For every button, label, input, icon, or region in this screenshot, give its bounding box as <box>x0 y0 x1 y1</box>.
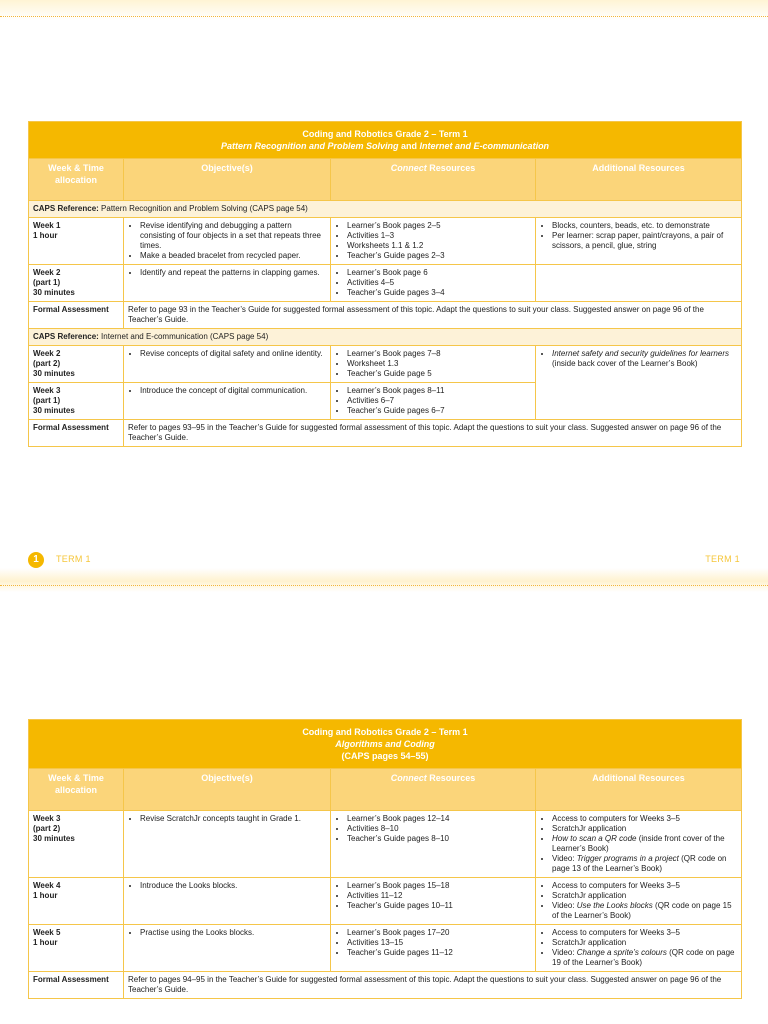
table-row <box>29 346 742 383</box>
header-objectives: Objective(s) <box>124 769 331 811</box>
resource-title: Internet safety and security guidelines for learners <box>552 349 729 358</box>
table-title <box>29 720 742 769</box>
list-item: • Learner’s Book pages 17–20 <box>347 928 531 938</box>
objectives-cell <box>124 346 331 383</box>
subtitle-topic-b: Internet and E-communication <box>419 141 550 151</box>
list-item: • Activities 8–10 <box>347 824 531 834</box>
resource-note: (QR code on page 15 of the Learner’s Book) <box>552 901 732 920</box>
footer-term-right: TERM 1 <box>705 554 740 564</box>
week-cell <box>29 878 124 925</box>
objectives-cell <box>124 811 331 878</box>
list-item <box>552 854 737 874</box>
list-item: • Access to computers for Weeks 3–5 <box>552 928 737 938</box>
list-item: • Blocks, counters, beads, etc. to demonstrate <box>552 221 737 231</box>
week-label: Week 2 <box>33 268 61 277</box>
formal-assessment-text: Refer to pages 94–95 in the Teacher’s Guide for suggested formal assessment of this topic. Adapt the questions to suit your class. Suggested answer on page 96 of the Teacher’s Guide. <box>124 972 742 999</box>
table-row <box>29 811 742 878</box>
list-item <box>552 349 737 369</box>
resource-prefix: Video: <box>552 948 577 957</box>
connect-cell <box>331 346 536 383</box>
week-cell <box>29 925 124 972</box>
week-cell <box>29 346 124 383</box>
part-label: (part 1) <box>33 396 61 405</box>
time-label: 30 minutes <box>33 288 75 297</box>
list-item: • Teacher’s Guide pages 8–10 <box>347 834 531 844</box>
additional-cell <box>536 346 742 420</box>
subtitle-topic: Algorithms and Coding <box>335 739 435 749</box>
list-item <box>552 834 737 854</box>
list-item: • Activities 4–5 <box>347 278 531 288</box>
objectives-cell <box>124 218 331 265</box>
list-item <box>552 901 737 921</box>
list-item: • Teacher’s Guide pages 11–12 <box>347 948 531 958</box>
caps-reference <box>29 201 742 218</box>
caps-text: Internet and E-communication (CAPS page 54) <box>101 332 269 341</box>
top-dotted-rule <box>0 16 768 17</box>
part-label: (part 2) <box>33 359 61 368</box>
table-row <box>29 925 742 972</box>
resource-prefix: Video: <box>552 901 577 910</box>
lesson-plan-table-term1-a <box>28 121 742 447</box>
list-item: • Revise ScratchJr concepts taught in Grade 1. <box>140 814 326 824</box>
list-item: • Teacher’s Guide page 5 <box>347 369 531 379</box>
list-item: • Introduce the Looks blocks. <box>140 881 326 891</box>
table-title <box>29 122 742 159</box>
connect-cell <box>331 265 536 302</box>
formal-assessment-row <box>29 972 742 999</box>
list-item: • Revise concepts of digital safety and online identity. <box>140 349 326 359</box>
list-item: • Revise identifying and debugging a pattern consisting of four objects in a set that repeats three times. <box>140 221 326 251</box>
resource-note: (inside back cover of the Learner’s Book) <box>552 359 698 368</box>
week-label: Week 4 <box>33 881 61 890</box>
table-row <box>29 218 742 265</box>
list-item: • Teacher’s Guide pages 10–11 <box>347 901 531 911</box>
week-cell <box>29 811 124 878</box>
subtitle-and: and <box>401 141 418 151</box>
resource-note: (QR code on page 19 of the Learner’s Book) <box>552 948 735 967</box>
resource-title: Trigger programs in a project <box>576 854 679 863</box>
time-label: 30 minutes <box>33 369 75 378</box>
week-label: Week 5 <box>33 928 61 937</box>
list-item: • Activities 11–12 <box>347 891 531 901</box>
list-item: • Access to computers for Weeks 3–5 <box>552 881 737 891</box>
connect-cell <box>331 218 536 265</box>
header-week: Week & Time allocation <box>29 159 124 201</box>
table-subtitle <box>33 738 737 750</box>
list-item: • ScratchJr application <box>552 938 737 948</box>
list-item: • Teacher’s Guide pages 3–4 <box>347 288 531 298</box>
week-cell <box>29 265 124 302</box>
additional-cell <box>536 218 742 265</box>
list-item: • Learner’s Book page 6 <box>347 268 531 278</box>
additional-cell <box>536 878 742 925</box>
additional-cell <box>536 265 742 302</box>
connect-cell <box>331 925 536 972</box>
formal-assessment-label: Formal Assessment <box>29 302 124 329</box>
lesson-plan-table-term1-b <box>28 719 742 999</box>
additional-cell <box>536 811 742 878</box>
top-band <box>0 0 768 20</box>
time-label: 30 minutes <box>33 834 75 843</box>
formal-assessment-text: Refer to page 93 in the Teacher’s Guide for suggested formal assessment of this topic. Adapt the questions to suit your class. Suggested answer on page 96 of the Teacher’s Guide. <box>124 302 742 329</box>
header-connect-rest: Resources <box>429 773 476 783</box>
list-item: • Learner’s Book pages 8–11 <box>347 386 531 396</box>
header-connect-italic: Connect <box>390 163 427 173</box>
resource-note: (QR code on page 13 of the Learner’s Book) <box>552 854 727 873</box>
table-subtitle <box>33 140 737 152</box>
list-item: • Activities 1–3 <box>347 231 531 241</box>
page-divider-band <box>0 568 768 592</box>
header-additional: Additional Resources <box>536 159 742 201</box>
formal-assessment-label: Formal Assessment <box>29 420 124 447</box>
mid-dotted-rule <box>0 585 768 586</box>
connect-cell <box>331 811 536 878</box>
connect-cell <box>331 383 536 420</box>
objectives-cell <box>124 265 331 302</box>
list-item: • Practise using the Looks blocks. <box>140 928 326 938</box>
time-label: 30 minutes <box>33 406 75 415</box>
table-title-text: Coding and Robotics Grade 2 – Term 1 <box>302 129 468 139</box>
part-label: (part 2) <box>33 824 61 833</box>
resource-prefix: Video: <box>552 854 577 863</box>
list-item: • Activities 13–15 <box>347 938 531 948</box>
header-week: Week & Time allocation <box>29 769 124 811</box>
list-item: • Worksheet 1.3 <box>347 359 531 369</box>
table-caps-pages: (CAPS pages 54–55) <box>341 751 429 761</box>
caps-text: Pattern Recognition and Problem Solving (CAPS page 54) <box>101 204 308 213</box>
week-cell <box>29 383 124 420</box>
list-item: • Introduce the concept of digital communication. <box>140 386 326 396</box>
resource-title: How to scan a QR code <box>552 834 637 843</box>
resource-note: (inside front cover of the Learner’s Book) <box>552 834 725 853</box>
objectives-cell <box>124 878 331 925</box>
list-item: • Activities 6–7 <box>347 396 531 406</box>
list-item: • Learner’s Book pages 12–14 <box>347 814 531 824</box>
week-cell <box>29 218 124 265</box>
week-label: Week 2 <box>33 349 61 358</box>
table-title-text: Coding and Robotics Grade 2 – Term 1 <box>302 727 468 737</box>
week-label: Week 3 <box>33 814 61 823</box>
caps-label: CAPS Reference: <box>33 204 99 213</box>
list-item: • Access to computers for Weeks 3–5 <box>552 814 737 824</box>
additional-cell <box>536 925 742 972</box>
caps-reference <box>29 329 742 346</box>
objectives-cell <box>124 383 331 420</box>
time-label: 1 hour <box>33 938 58 947</box>
table-row <box>29 878 742 925</box>
table-row <box>29 265 742 302</box>
week-label: Week 3 <box>33 386 61 395</box>
subtitle-topic-a: Pattern Recognition and Problem Solving <box>220 141 399 151</box>
list-item <box>552 948 737 968</box>
header-connect-italic: Connect <box>390 773 427 783</box>
list-item: • Worksheets 1.1 & 1.2 <box>347 241 531 251</box>
page-footer <box>28 552 740 568</box>
time-label: 1 hour <box>33 231 58 240</box>
formal-assessment-label: Formal Assessment <box>29 972 124 999</box>
header-objectives: Objective(s) <box>124 159 331 201</box>
objectives-cell <box>124 925 331 972</box>
list-item: • Learner’s Book pages 2–5 <box>347 221 531 231</box>
list-item: • Teacher’s Guide pages 2–3 <box>347 251 531 261</box>
formal-assessment-text: Refer to pages 93–95 in the Teacher’s Guide for suggested formal assessment of this topic. Adapt the questions to suit your class. Suggested answer on page 96 of the Teacher’s Guide. <box>124 420 742 447</box>
list-item: • Make a beaded bracelet from recycled paper. <box>140 251 326 261</box>
list-item: • Identify and repeat the patterns in clapping games. <box>140 268 326 278</box>
list-item: • Per learner: scrap paper, paint/crayons, a pair of scissors, a pencil, glue, string <box>552 231 737 251</box>
list-item: • Learner’s Book pages 15–18 <box>347 881 531 891</box>
caps-label: CAPS Reference: <box>33 332 99 341</box>
header-connect <box>331 159 536 201</box>
list-item: • Teacher’s Guide pages 6–7 <box>347 406 531 416</box>
header-additional: Additional Resources <box>536 769 742 811</box>
week-label: Week 1 <box>33 221 61 230</box>
part-label: (part 1) <box>33 278 61 287</box>
formal-assessment-row <box>29 302 742 329</box>
connect-cell <box>331 878 536 925</box>
resource-title: Change a sprite’s colours <box>576 948 667 957</box>
list-item: • ScratchJr application <box>552 891 737 901</box>
page-number-badge: 1 <box>28 552 44 568</box>
list-item: • ScratchJr application <box>552 824 737 834</box>
formal-assessment-row <box>29 420 742 447</box>
time-label: 1 hour <box>33 891 58 900</box>
header-connect-rest: Resources <box>429 163 476 173</box>
header-connect <box>331 769 536 811</box>
resource-title: Use the Looks blocks <box>576 901 653 910</box>
footer-term-left: TERM 1 <box>56 554 91 564</box>
list-item: • Learner’s Book pages 7–8 <box>347 349 531 359</box>
